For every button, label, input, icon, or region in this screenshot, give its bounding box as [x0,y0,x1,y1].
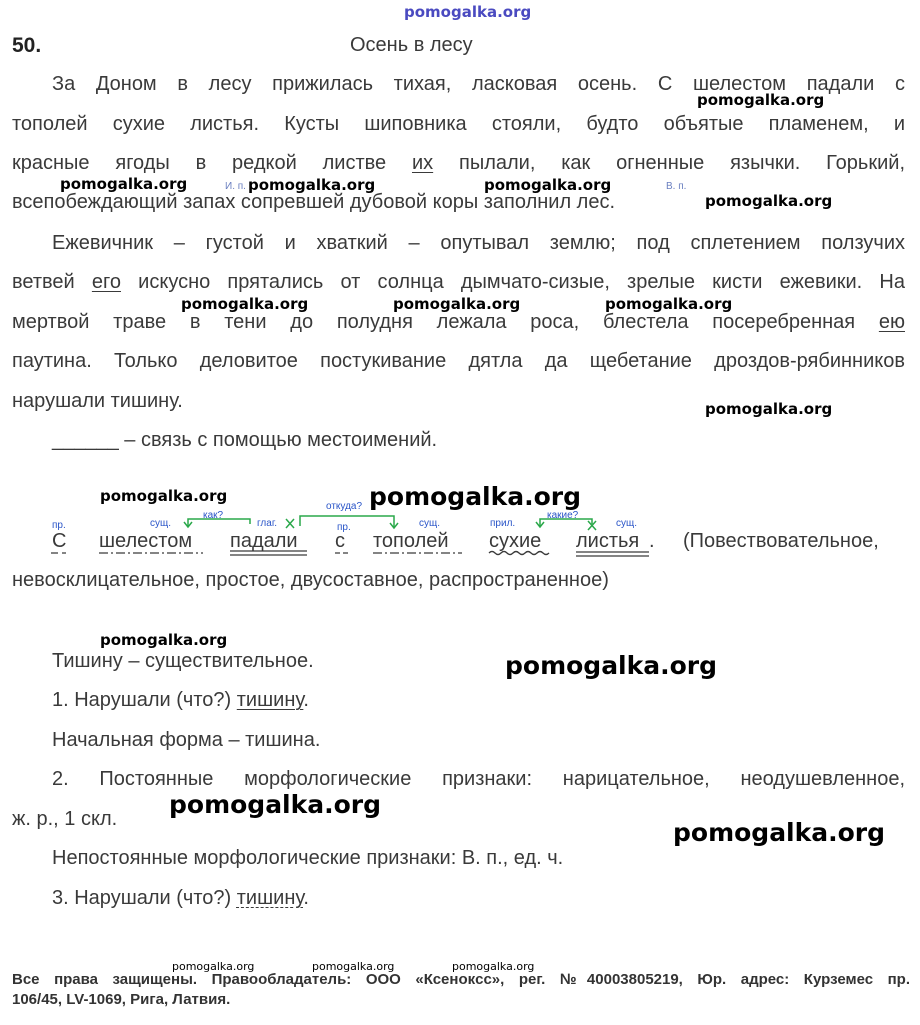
page-title: Осень в лесу [350,34,473,56]
text-line: Ежевичник – густой и хваткий – опутывал землю; под сплетением ползучих [52,232,905,254]
text-segment: 1. Нарушали (что?) [52,689,232,711]
pos-tag: глаг. [257,518,278,529]
watermark: pomogalka.org [100,631,228,649]
exercise-number: 50. [12,34,42,57]
morph-line: Тишину – существительное. [52,650,314,672]
text-line: всепобеждающий запах сопревшей дубовой коры заполнил лес. [12,191,616,213]
analysis-word-padali: падали [230,530,298,552]
pos-tag: сущ. [150,518,172,529]
analysis-characteristics: невосклицательное, простое, двусоставное, распространенное) [12,569,609,591]
analysis-period: . [649,530,655,552]
question-tag: какие? [547,510,579,521]
pronoun-underlined: его [91,271,121,293]
case-annotation: И. п. [225,181,246,192]
text-line: нарушали тишину. [12,390,183,412]
watermark: pomogalka.org [169,790,382,819]
copyright-line: 106/45, LV-1069, Рига, Латвия. [12,991,231,1008]
watermark: pomogalka.org [369,482,582,511]
question-tag: откуда? [326,501,363,512]
watermark: pomogalka.org [60,175,188,193]
text-line: паутина. Только деловитое постукивание дятла да щебетание дроздов-рябинников [12,350,905,372]
watermark: pomogalka.org [100,487,228,505]
text-line: тополей сухие листья. Кусты шиповника стояли, будто объятые пламенем, и [12,113,905,135]
text-segment: красные ягоды в редкой листве [12,152,387,174]
morph-line: 3. Нарушали (что?) тишину. [52,887,309,909]
text-segment: искусно прятались от солнца дымчато-сизые, зрелые кисти ежевики. На [138,271,905,293]
watermark: pomogalka.org [705,192,833,210]
watermark: pomogalka.org [705,400,833,418]
text-segment: мертвой траве в тени до полудня лежала роса, блестела посеребренная [12,311,856,333]
watermark: pomogalka.org [181,295,309,313]
pos-tag: пр. [337,522,351,533]
analysis-word-s2: с [335,530,345,552]
text-segment: ветвей [12,271,75,293]
watermark: pomogalka.org [172,960,255,973]
pos-tag: сущ. [616,518,638,529]
pos-tag: сущ. [419,518,441,529]
underlined-word: тишину [236,689,304,711]
morph-line: ж. р., 1 скл. [12,808,118,830]
analysis-tail: (Повествовательное, [683,530,879,552]
copyright-line: Все права защищены. Правообладатель: ООО «Ксенокcс», рег. №40003805219, Юр. адрес: Курземес пр. [12,971,910,988]
pos-tag: прил. [490,518,516,529]
analysis-word-topoley: тополей [373,530,449,552]
watermark: pomogalka.org [393,295,521,313]
case-annotation: В. п. [666,181,687,192]
morph-line: Начальная форма – тишина. [52,729,321,751]
pronoun-underlined: ею [878,311,905,333]
watermark: pomogalka.org [605,295,733,313]
analysis-word-sukhie: сухие [489,530,542,552]
watermark: pomogalka.org [484,176,612,194]
text-line: За Доном в лесу прижилась тихая, ласковая осень. С шелестом падали с [52,73,905,95]
blank-definition-line: ______ – связь с помощью местоимений. [52,429,438,451]
pos-tag: пр. [52,520,66,531]
watermark: pomogalka.org [248,176,376,194]
analysis-word-shelestom: шелестом [99,530,193,552]
question-tag: как? [203,510,224,521]
text-segment: 3. Нарушали (что?) [52,887,232,909]
watermark: pomogalka.org [673,818,886,847]
watermark: pomogalka.org [312,960,395,973]
pronoun-underlined: их [411,152,434,174]
watermark: pomogalka.org [505,651,718,680]
text-segment: пылали, как огненные язычки. Горький, [458,152,905,174]
morph-line: 2. Постоянные морфологические признаки: нарицательное, неодушевленное, [52,768,905,790]
morph-line: 1. Нарушали (что?) тишину. [52,689,309,711]
watermark-top: pomogalka.org [404,3,532,21]
morph-line: Непостоянные морфологические признаки: В. п., ед. ч. [52,847,564,869]
analysis-word-listya: листья [576,530,640,552]
underlined-word: тишину [236,887,304,909]
analysis-word-s1: С [52,530,67,552]
watermark: pomogalka.org [452,960,535,973]
watermark: pomogalka.org [697,91,825,109]
